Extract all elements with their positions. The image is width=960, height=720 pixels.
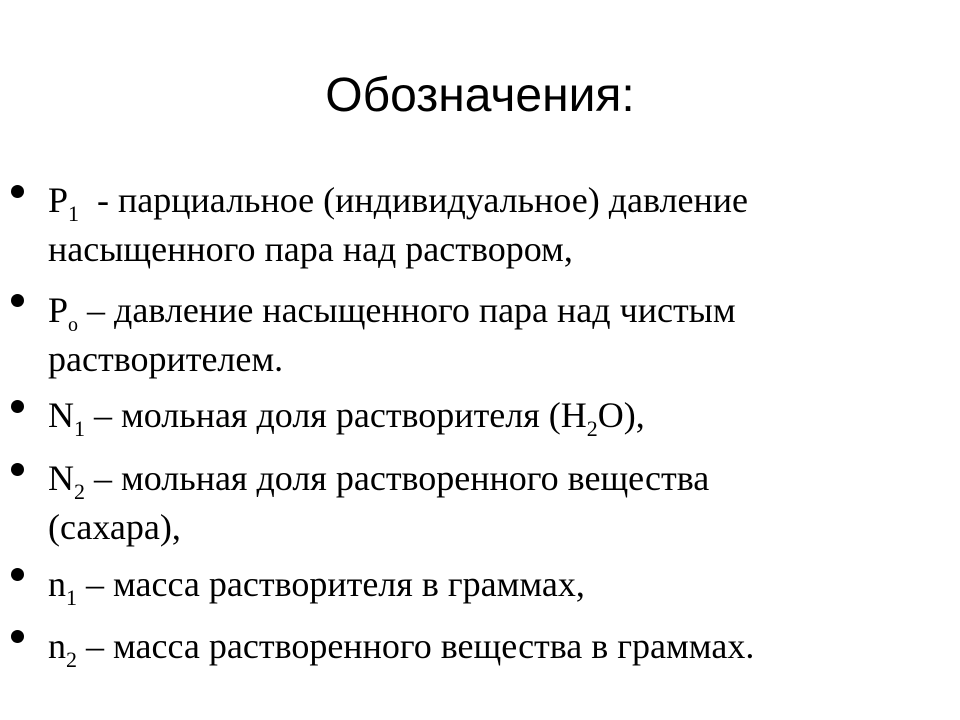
line-1-end: O),: [597, 395, 645, 435]
bullet-icon: [11, 185, 24, 198]
inner-subscript: 2: [586, 416, 598, 441]
subscript: 1: [68, 201, 80, 226]
subscript: 2: [74, 479, 85, 504]
subscript: 2: [66, 647, 77, 672]
item-text: [48, 286, 948, 384]
line-1-text: – мольная доля растворенного вещества: [94, 458, 710, 498]
line-1-text: - парциальное (индивидуальное) давление: [97, 180, 748, 220]
symbol: P: [48, 180, 69, 220]
item-text: [48, 454, 948, 552]
line-2-text: растворителем.: [48, 339, 284, 379]
subscript: о: [68, 314, 79, 336]
symbol: P: [48, 290, 69, 330]
symbol: N: [48, 458, 74, 498]
bullet-icon: [11, 463, 24, 476]
bullet-icon: [11, 568, 24, 581]
symbol: n: [48, 626, 66, 666]
bullet-icon: [11, 400, 24, 413]
symbol: n: [48, 564, 66, 604]
line-2-text: (сахара),: [48, 507, 181, 547]
bullet-icon: [11, 294, 24, 307]
symbol: N: [48, 395, 74, 435]
item-text: [48, 176, 948, 274]
line-1-text: – масса растворителя в граммах,: [86, 564, 585, 604]
line-1-text: – мольная доля растворителя (H: [94, 395, 587, 435]
slide-title: Обозначения:: [325, 69, 635, 122]
item-text: [48, 622, 948, 671]
item-text: [48, 391, 948, 440]
bullet-icon: [11, 630, 24, 643]
item-text: [48, 560, 948, 609]
line-2-text: насыщенного пара над раствором,: [48, 229, 573, 269]
line-1-text: – давление насыщенного пара над чистым: [87, 290, 736, 330]
line-1-text: – масса растворенного вещества в граммах.: [86, 626, 755, 666]
subscript: 1: [74, 416, 85, 441]
subscript: 1: [66, 585, 77, 610]
